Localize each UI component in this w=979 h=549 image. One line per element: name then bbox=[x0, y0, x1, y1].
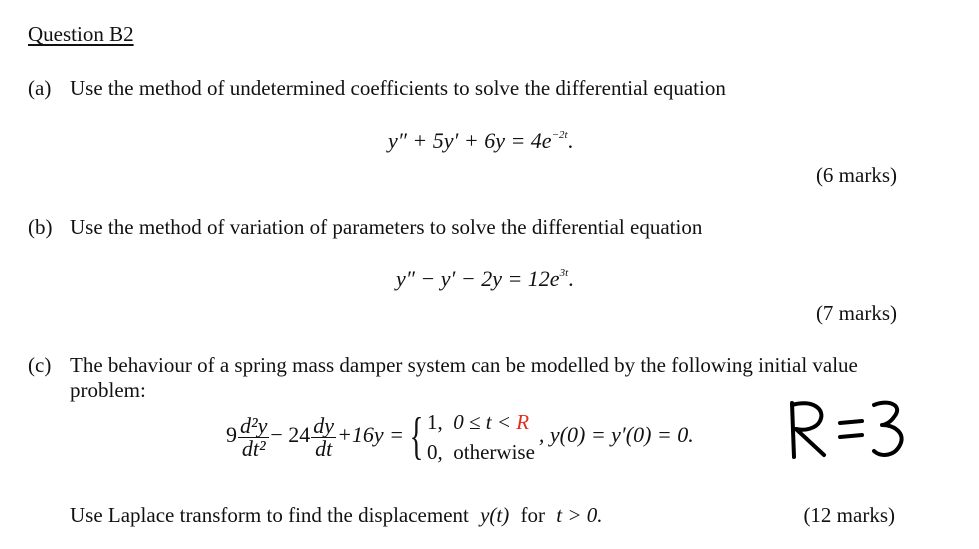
case-1-R: R bbox=[516, 410, 530, 434]
task-y-of-t: y(t) bbox=[480, 503, 510, 527]
case-2-condition: otherwise bbox=[453, 440, 535, 464]
fraction-denominator: dt² bbox=[241, 435, 266, 461]
part-a-equation bbox=[388, 128, 573, 154]
part-a-equation-exponent: −2t bbox=[551, 129, 568, 141]
part-a-equation-end: . bbox=[567, 128, 574, 153]
part-b-equation-lhs: y″ − y′ − 2y = 12e bbox=[396, 266, 560, 291]
part-c-ode bbox=[226, 407, 694, 467]
part-c-label: (c) bbox=[28, 353, 52, 377]
fraction-numerator: d²y bbox=[240, 412, 268, 438]
part-b-marks: (7 marks) bbox=[815, 301, 897, 325]
handwritten-annotation bbox=[782, 395, 912, 465]
task-condition: t > 0. bbox=[556, 503, 603, 527]
case-2-value: 0, bbox=[427, 440, 443, 464]
part-c-marks: (12 marks) bbox=[803, 503, 895, 527]
piecewise-cases bbox=[427, 407, 535, 467]
coefficient-9: 9 bbox=[226, 422, 237, 448]
fraction-denominator: dt bbox=[315, 435, 333, 461]
second-derivative-fraction bbox=[238, 412, 269, 461]
first-derivative-fraction bbox=[311, 412, 336, 461]
part-a-marks: (6 marks) bbox=[815, 163, 897, 187]
part-b-equation bbox=[396, 266, 574, 292]
part-b-label: (b) bbox=[28, 215, 53, 239]
part-a-text: Use the method of undetermined coefficients to solve the differential equation bbox=[70, 76, 726, 100]
part-b-equation-end: . bbox=[568, 266, 574, 291]
term-16y: +16y = bbox=[337, 422, 405, 448]
part-a-label: (a) bbox=[28, 76, 52, 100]
case-row-1 bbox=[427, 407, 535, 437]
task-text: Use Laplace transform to find the displacement bbox=[70, 503, 469, 527]
task-for: for bbox=[520, 503, 546, 527]
case-1-condition: 0 ≤ t < bbox=[453, 410, 512, 434]
question-heading: Question B2 bbox=[28, 22, 134, 46]
part-a-equation-lhs: y″ + 5y′ + 6y = 4e bbox=[388, 128, 552, 153]
piecewise-brace: { bbox=[409, 408, 424, 465]
initial-conditions: , y(0) = y′(0) = 0. bbox=[538, 422, 694, 448]
part-b-text: Use the method of variation of parameters to solve the differential equation bbox=[70, 215, 703, 239]
fraction-numerator: dy bbox=[313, 412, 335, 438]
part-c-text-line2: problem: bbox=[70, 378, 146, 402]
coefficient-24: − 24 bbox=[270, 422, 311, 448]
part-b-equation-exponent: 3t bbox=[559, 267, 569, 279]
case-row-2 bbox=[427, 437, 535, 467]
case-1-value: 1, bbox=[427, 410, 443, 434]
part-c-text-line1: The behaviour of a spring mass damper system can be modelled by the following initial value bbox=[70, 353, 858, 377]
part-c-task bbox=[70, 503, 603, 528]
